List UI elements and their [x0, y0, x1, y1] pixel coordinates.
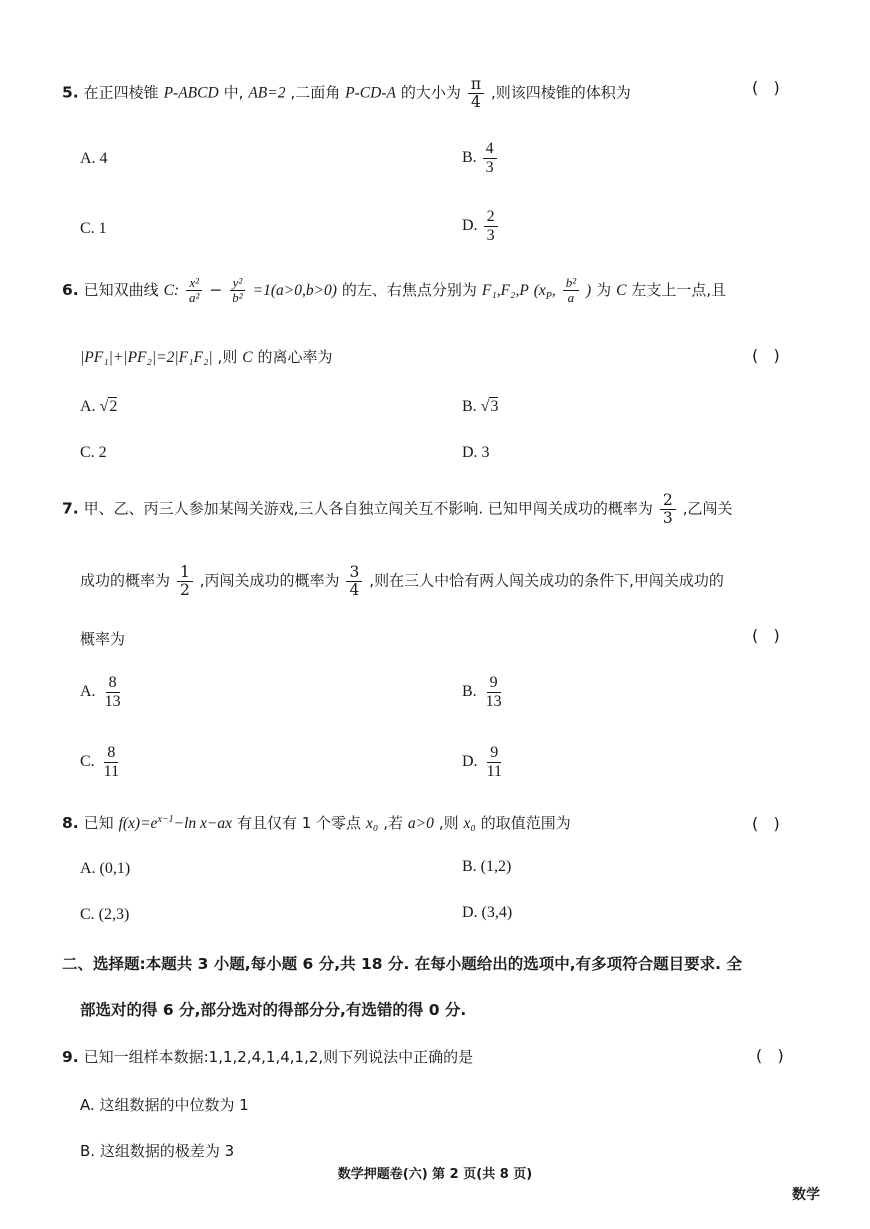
fraction: $\frac{\pi}{4}$: [468, 76, 484, 111]
option-d: D. 3: [462, 444, 490, 461]
option-c: C. 1: [80, 220, 107, 237]
subject-tag: 数学: [792, 1187, 820, 1203]
answer-bracket: ( ): [752, 626, 780, 645]
question-6-line2: |PF₁|+|PF₂|=2|F₁F₂| ,则 C 的离心率为: [80, 348, 333, 366]
option-a: A. √2: [80, 398, 118, 415]
answer-bracket: ( ): [752, 814, 780, 833]
option-c: C. $\frac{8}{11}$: [80, 744, 120, 780]
option-d: D. $\frac{2}{3}$: [462, 208, 500, 244]
section-heading-cont: 部选对的得 6 分,部分选对的得部分分,有选错的得 0 分.: [80, 1001, 467, 1019]
option-d: D. (3,4): [462, 904, 513, 921]
answer-bracket: ( ): [752, 346, 780, 365]
question-number: 5.: [62, 83, 79, 102]
option-d: D. $\frac{9}{11}$: [462, 744, 502, 780]
answer-bracket: ( ): [756, 1046, 784, 1065]
answer-bracket: ( ): [752, 78, 780, 97]
option-c: C. (2,3): [80, 906, 130, 923]
question-7-line1: 7. 甲、乙、丙三人参加某闯关游戏,三人各自独立闯关互不影响. 已知甲闯关成功的概率为 $\frac{2}{3}$ ,乙闯关: [62, 491, 733, 528]
option-a: A. 4: [80, 150, 108, 167]
question-8-stem: 8. 已知 $f(x)=e^{x-1}-\ln$ x−ax 有且仅有 1 个零点 x₀ ,若 a>0 ,则 x₀ 的取值范围为: [62, 813, 571, 832]
option-b: B. $\frac{9}{13}$: [462, 674, 502, 710]
question-7-line2: 成功的概率为 $\frac{1}{2}$ ,丙闯关成功的概率为 $\frac{3}{4}$ ,则在三人中恰有两人闯关成功的条件下,甲闯关成功的: [80, 563, 724, 600]
question-9-stem: 9. 已知一组样本数据:1,1,2,4,1,4,1,2,则下列说法中正确的是: [62, 1048, 474, 1066]
option-c: C. 2: [80, 444, 107, 461]
option-a: A. $\frac{8}{13}$: [80, 674, 121, 710]
option-a: A. (0,1): [80, 860, 131, 877]
page-footer: 数学押题卷(六) 第 2 页(共 8 页): [337, 1167, 533, 1182]
option-b: B. 这组数据的极差为 3: [80, 1142, 235, 1160]
section-heading: 二、选择题:本题共 3 小题,每小题 6 分,共 18 分. 在每小题给出的选项中,有多项符合题目要求. 全: [62, 955, 742, 973]
option-b: B. (1,2): [462, 858, 512, 875]
option-b: B. $\frac{4}{3}$: [462, 140, 499, 176]
option-b: B. √3: [462, 398, 499, 415]
question-5-stem: 5. 在正四棱锥 P-ABCD 中, AB=2 ,二面角 P-CD-A 的大小为 $\frac{\pi}{4}$ ,则该四棱锥的体积为: [62, 75, 631, 112]
option-a: A. 这组数据的中位数为 1: [80, 1096, 249, 1114]
question-7-line3: 概率为: [80, 630, 126, 648]
question-6-stem: 6. 已知双曲线 C: $\frac{\text{x²}}{\text{a²}}$ − $\frac{\text{y²}}{\text{b²}}$ =1(a>0,b>0) 的左、右焦点分别为 F₁,F₂,P ($x_P$, $\frac{\text{b²}}{a}$ ) 为 C 左支上一点,且: [62, 275, 727, 306]
